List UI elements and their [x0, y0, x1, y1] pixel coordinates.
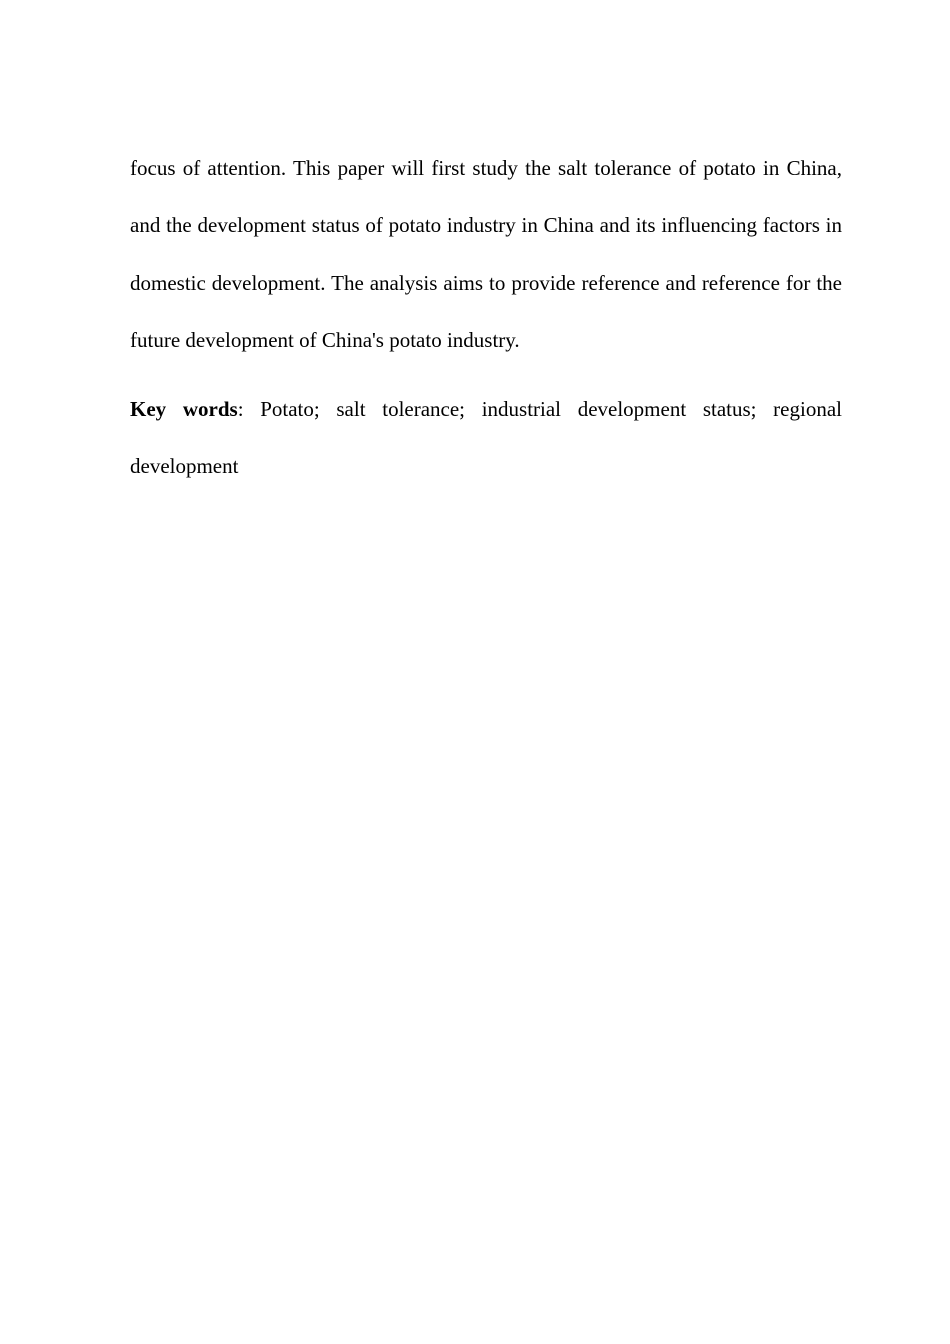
abstract-paragraph: focus of attention. This paper will first study the salt tolerance of potato in China, and the development status of potato industry in China and its influencing factors in domestic development. The analysis aims to provide reference and reference for the future development of China's potato industry.: [130, 156, 842, 352]
keywords-label: Key words: [130, 397, 238, 422]
keywords-separator: :: [237, 397, 261, 422]
keywords-text: Potato; salt tolerance; industrial development status; regional development: [130, 397, 842, 479]
page-content: [130, 140, 842, 496]
keywords-paragraph: [130, 381, 842, 496]
